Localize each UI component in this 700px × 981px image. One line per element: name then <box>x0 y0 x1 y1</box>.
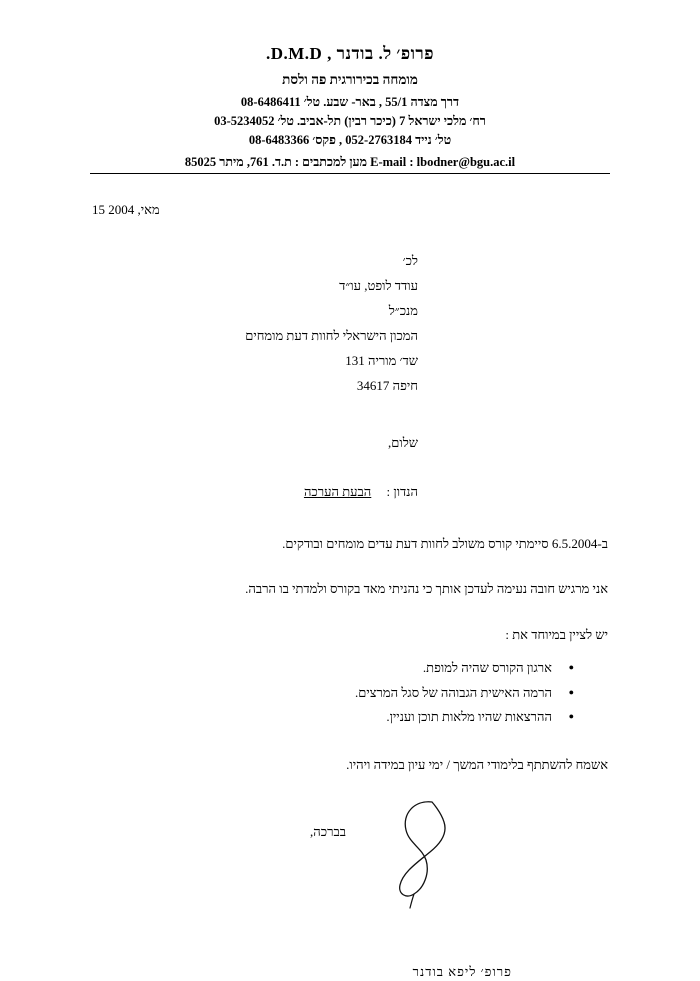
letterhead-address-line-2: רח׳ מלכי ישראל 7 (כיכר רבין) תל-אביב. טל׳ 03-5234052 <box>214 113 486 128</box>
list-item: ● ההרצאות שהיו מלאות תוכן ועניין. <box>92 705 574 729</box>
recipient-line: שד׳ מוריה 131 <box>345 353 418 369</box>
recipient-line: מנכ״ל <box>388 303 418 319</box>
signature-area <box>92 842 608 960</box>
subject-label: הנדון : <box>386 484 418 500</box>
signoff: בברכה, <box>310 824 346 840</box>
subject-line <box>92 482 418 502</box>
recipient-line: המכון הישראלי לחוות דעת מומחים <box>245 328 418 344</box>
paragraph-3: יש לציין במיוחד את : <box>505 626 608 642</box>
recipient-line: לכ׳ <box>402 253 418 269</box>
letterhead-specialty: מומחה בכירורגית פה ולסת <box>282 72 418 88</box>
paragraph-1: ב-6.5.2004 סיימתי קורס משולב לחוות דעת עדים מומחים ובודקים. <box>282 535 608 551</box>
signer-name: פרופ׳ ליפא בודנר <box>412 963 512 979</box>
handwritten-signature-icon <box>370 790 490 916</box>
letterhead-email: E-mail : lbodner@bgu.ac.il <box>370 154 516 169</box>
recipient-block <box>92 249 418 399</box>
paragraph-2: אני מרגיש חובה נעימה לעדכן אותך כי נהניתי מאד בקורס ולמדתי בו הרבה. <box>245 581 608 597</box>
recipient-line: עודד לופט, עו״ד <box>339 278 418 294</box>
list-item: ● ארגון הקורס שהיה למופת. <box>92 656 574 680</box>
letterhead-name: פרופ׳ ל. בודנר , D.M.D. <box>265 44 435 63</box>
letterhead-divider <box>90 173 610 174</box>
letterhead-address-line-1: דרך מצדה 55/1 , באר- שבע. טל׳ 08-6486411 <box>240 94 460 109</box>
letterhead-mailing-address <box>0 155 700 170</box>
highlights-list <box>92 656 574 728</box>
list-item: ● הרמה האישית הגבוהה של סגל המרצים. <box>92 681 574 705</box>
letterhead <box>0 0 700 174</box>
letterhead-po-box: מען למכתבים : ת.ד. 761, מיתר 85025 <box>184 154 368 169</box>
subject-value: הבעת הערכה <box>303 484 372 500</box>
greeting: שלום, <box>388 434 418 450</box>
letter-body <box>0 200 700 981</box>
letter-date: 15 מאי, 2004 <box>92 201 160 217</box>
recipient-line: חיפה 34617 <box>356 378 418 393</box>
paragraph-4: אשמח להשתתף בלימודי המשך / ימי עיון במידה ויהיו. <box>346 756 608 772</box>
letterhead-address-line-3: טל׳ נייד 052-2763184 , פקס׳ 08-6483366 <box>248 133 452 148</box>
